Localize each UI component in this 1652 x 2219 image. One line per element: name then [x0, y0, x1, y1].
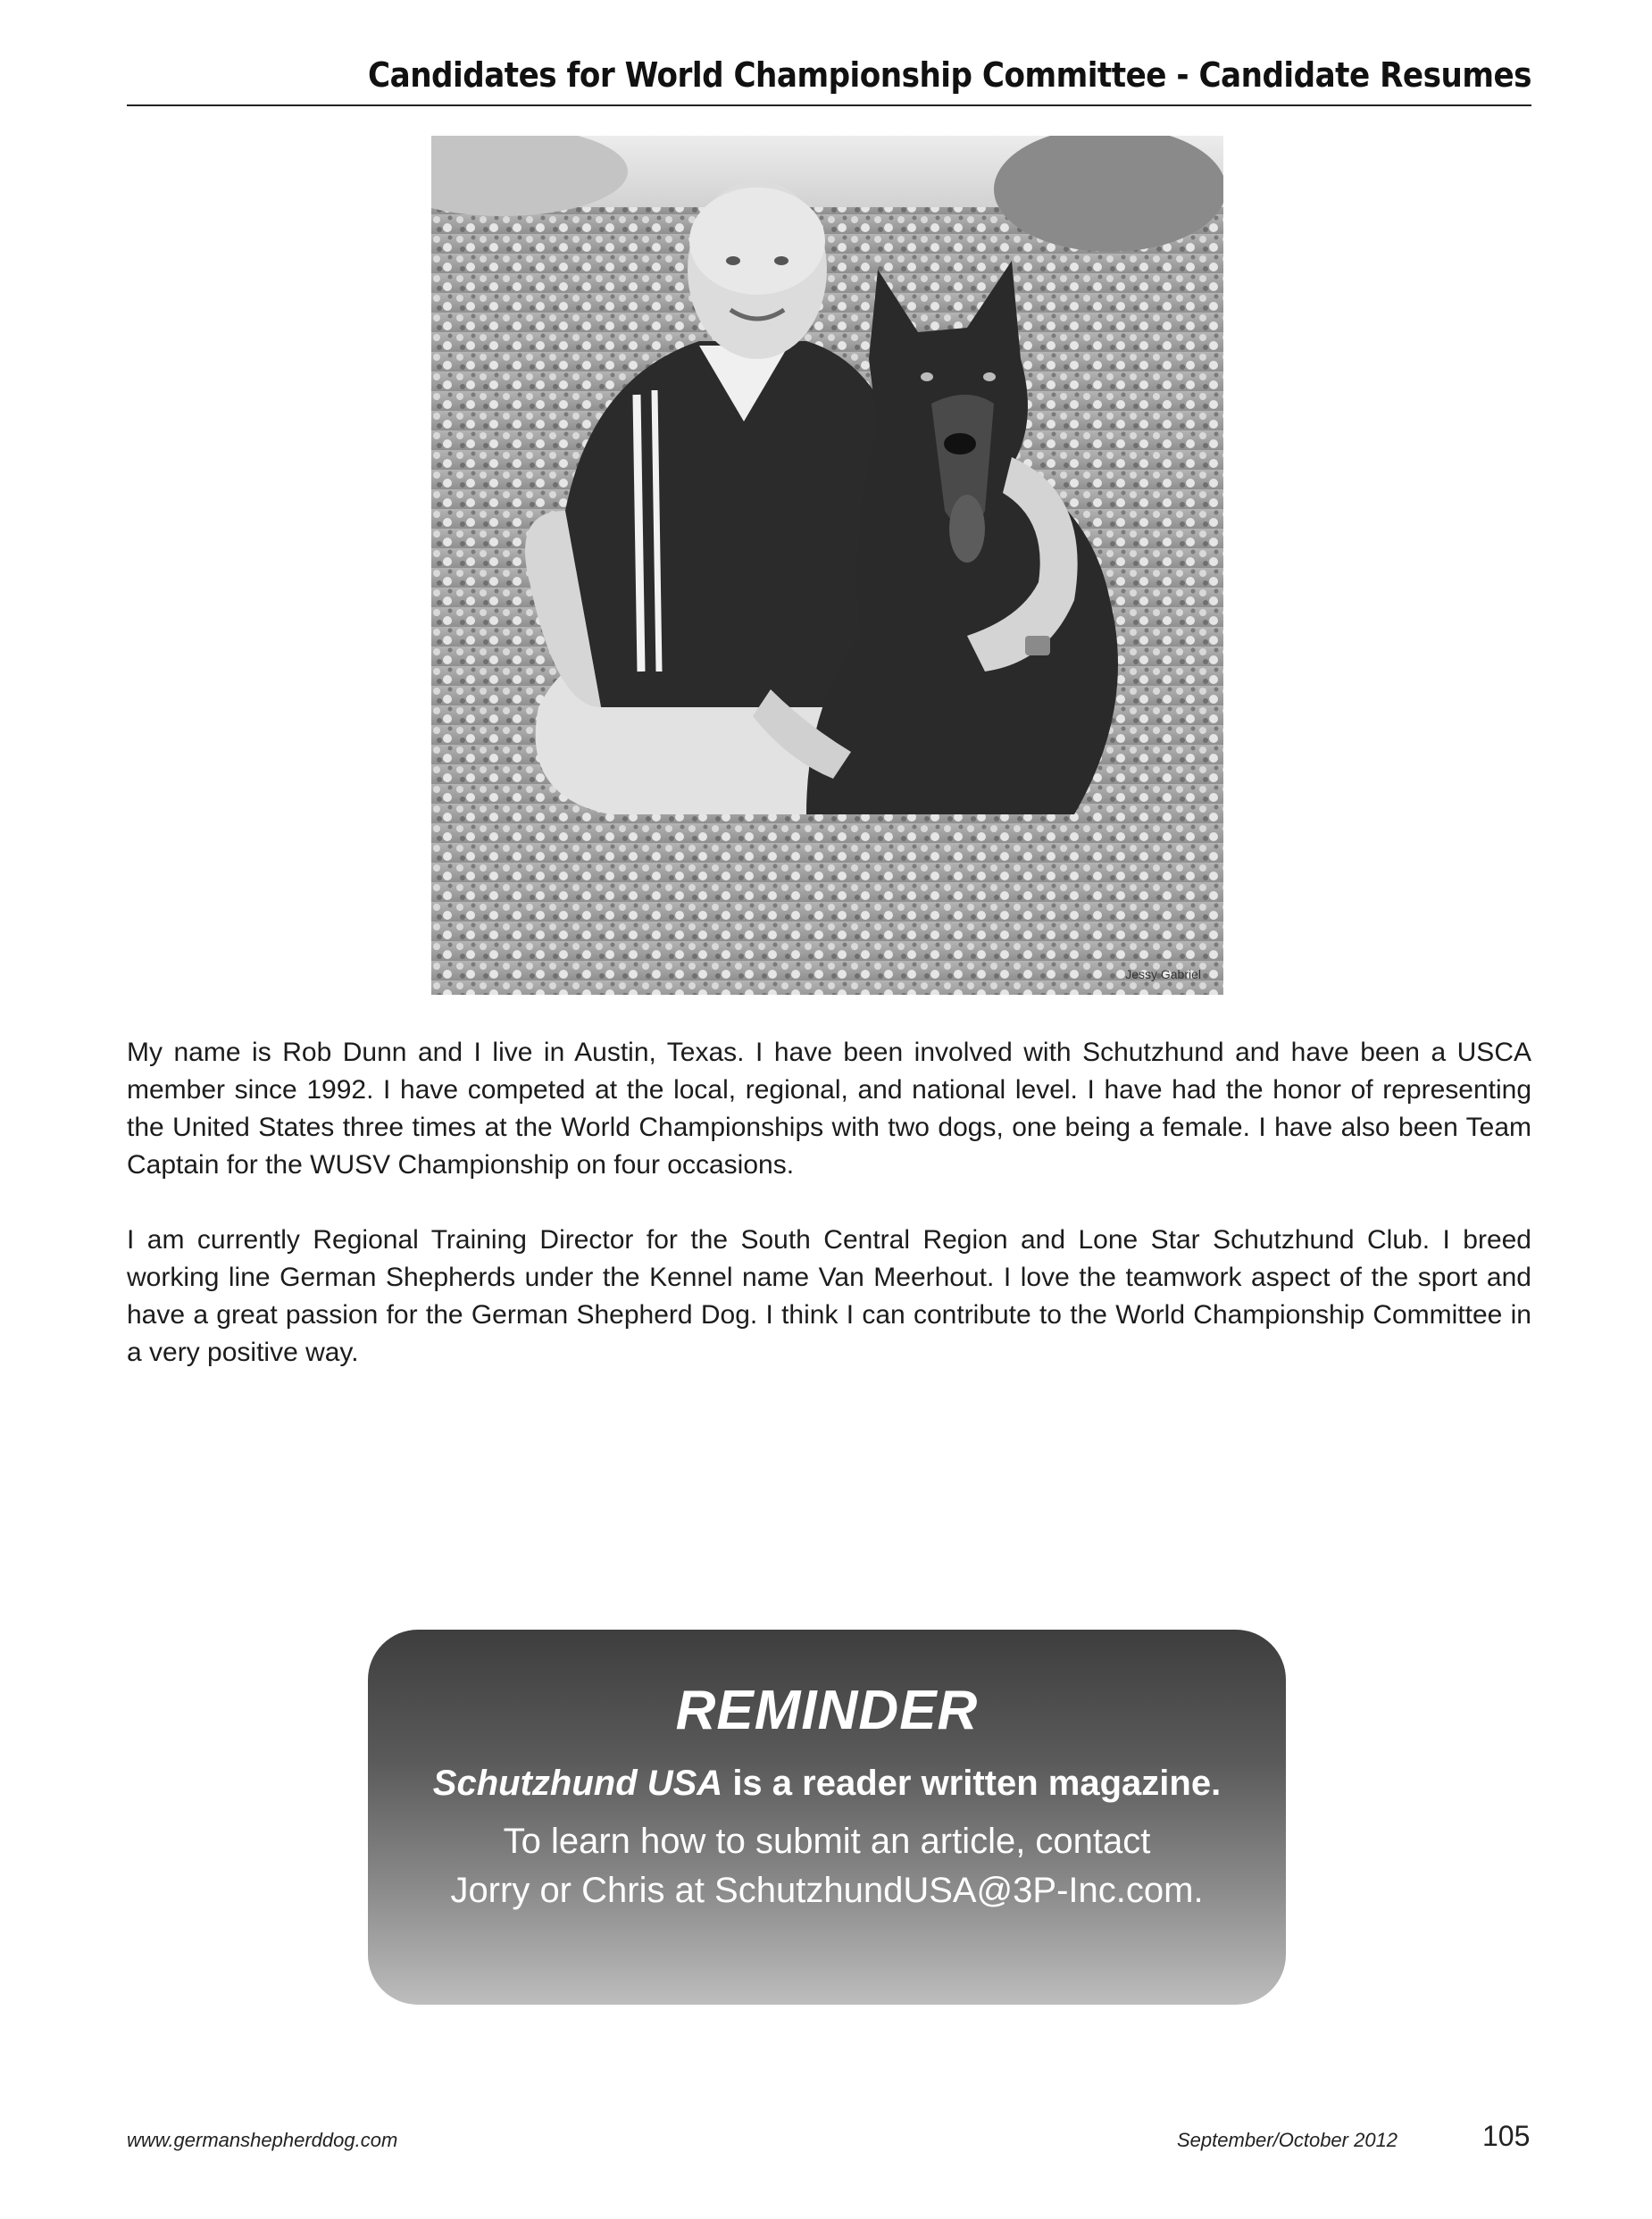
candidate-photo: [431, 136, 1223, 995]
footer-website-link[interactable]: www.germanshepherddog.com: [127, 2129, 398, 2151]
page-header-title: Candidates for World Championship Committee - Candidate Resumes: [368, 55, 1531, 95]
footer-issue-date: September/October 2012: [1177, 2129, 1398, 2151]
resume-paragraph-1: My name is Rob Dunn and I live in Austin, Texas. I have been involved with Schutzhund and have been a USCA member since 1992. I have competed at the local, regional, and national level. I have had the honor of representing the United States three times at the World Championships with two dogs, one being a female. I have also been Team Captain for the WUSV Championship on four occasions.: [127, 1038, 1531, 1180]
reminder-magazine-line: [368, 1764, 1286, 1804]
reminder-contact-line: Jorry or Chris at SchutzhundUSA@3P-Inc.com.: [450, 1871, 1204, 1910]
reminder-title: REMINDER: [675, 1680, 979, 1741]
reminder-submit-line: To learn how to submit an article, contact: [503, 1822, 1151, 1861]
magazine-name: Schutzhund USA: [432, 1764, 723, 1803]
page-number: 105: [1482, 2120, 1531, 2152]
candidate-resume-text: [127, 1034, 1531, 1409]
magazine-description: is a reader written magazine.: [722, 1764, 1222, 1803]
header-divider: [127, 104, 1531, 106]
resume-paragraph-2: I am currently Regional Training Director for the South Central Region and Lone Star Schutzhund Club. I breed working line German Shepherds under the Kennel name Van Meerhout. I love the teamwork aspect of the sport and have a great passion for the German Shepherd Dog. I think I can contribute to the World Championship Committee in a very positive way.: [127, 1225, 1531, 1367]
photo-credit: Jessy Gabriel: [1125, 967, 1201, 981]
reminder-box: [368, 1630, 1286, 2005]
